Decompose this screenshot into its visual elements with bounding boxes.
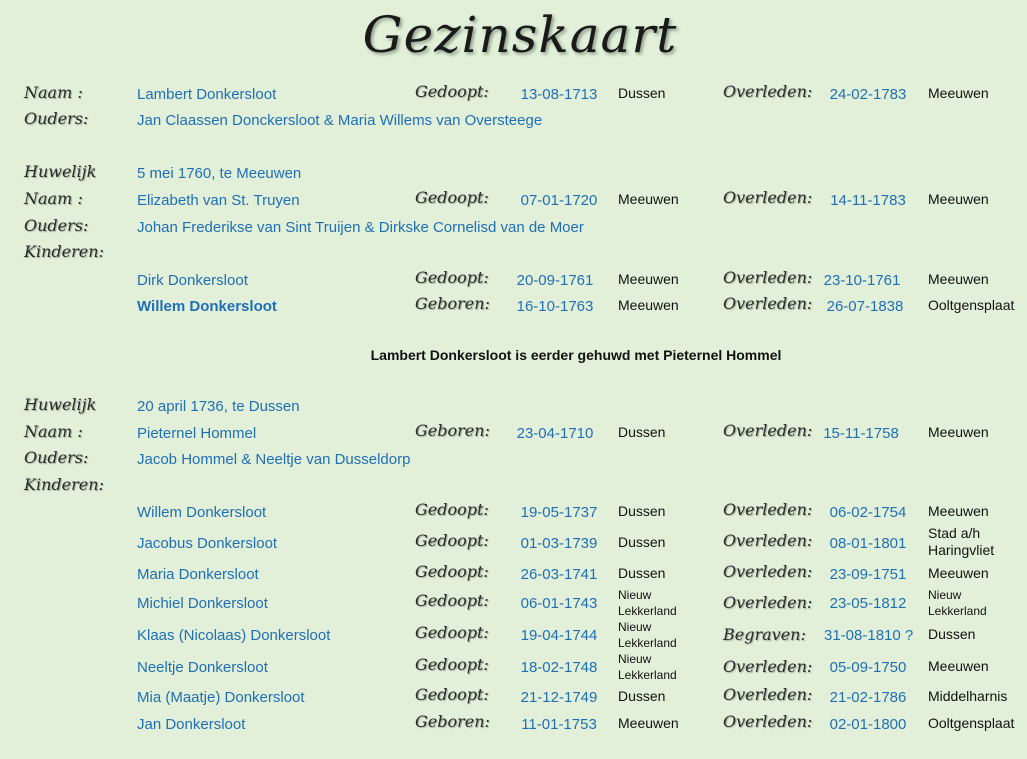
marriage2-spouse-name: Pieternel Hommel: [137, 425, 257, 442]
child-name: Klaas (Nicolaas) Donkersloot: [137, 627, 331, 644]
person-name: Lambert Donkersloot: [137, 86, 277, 103]
marriage1-spouse-name: Elizabeth van St. Truyen: [137, 192, 300, 209]
child-death-date: 05-09-1750: [829, 659, 907, 676]
child-death-label: Overleden:: [723, 294, 813, 313]
label-overleden: Overleden:: [723, 421, 813, 440]
child-event-label: Geboren:: [415, 712, 490, 731]
child-name: Willem Donkersloot: [137, 504, 267, 521]
child-death-label: Overleden:: [723, 712, 813, 731]
child-death-label: Begraven:: [723, 625, 806, 644]
child-event-label: Gedoopt:: [415, 685, 489, 704]
child-death-place: Ooltgensplaat: [928, 297, 1015, 313]
marriage2-spouse-place: Dussen: [618, 424, 666, 440]
label-gedoopt: Gedoopt:: [415, 82, 489, 101]
child-date: 18-02-1748: [520, 659, 598, 676]
label-overleden: Overleden:: [723, 82, 813, 101]
child-name: Michiel Donkersloot: [137, 595, 268, 612]
child-event-label: Gedoopt:: [415, 500, 489, 519]
person-parents: Jan Claassen Donckersloot & Maria Willems van Oversteege: [137, 112, 543, 129]
label-gedoopt: Gedoopt:: [415, 188, 489, 207]
child-name: Maria Donkersloot: [137, 566, 259, 583]
child-death-label: Overleden:: [723, 685, 813, 704]
child-death-label: Overleden:: [723, 500, 813, 519]
child-date: 16-10-1763: [516, 298, 594, 315]
label-geboren: Geboren:: [415, 421, 490, 440]
child-date: 19-05-1737: [520, 504, 598, 521]
person-death-date: 24-02-1783: [829, 86, 907, 103]
marriage1-spouse-place: Meeuwen: [618, 191, 679, 207]
child-death-date: 06-02-1754: [829, 504, 907, 521]
child-place: Nieuw Lekkerland: [618, 652, 677, 682]
child-event-label: Gedoopt:: [415, 562, 489, 581]
marriage1-spouse-death-date: 14-11-1783: [830, 192, 906, 209]
label-naam: Naam :: [24, 422, 83, 441]
child-name: Jacobus Donkersloot: [137, 535, 278, 552]
child-date: 21-12-1749: [520, 689, 598, 706]
child-date: 19-04-1744: [520, 627, 598, 644]
marriage2-spouse-date: 23-04-1710: [516, 425, 594, 442]
child-death-label: Overleden:: [723, 268, 813, 287]
child-death-date: 21-02-1786: [829, 689, 907, 706]
child-death-place: Meeuwen: [928, 565, 989, 581]
child-date: 20-09-1761: [516, 272, 594, 289]
label-overleden: Overleden:: [723, 188, 813, 207]
marriage2-spouse-death-date: 15-11-1758: [823, 425, 899, 442]
child-death-place: Ooltgensplaat: [928, 715, 1015, 731]
child-place: Dussen: [618, 503, 666, 519]
child-death-label: Overleden:: [723, 531, 813, 550]
child-date: 01-03-1739: [520, 535, 598, 552]
person-death-place: Meeuwen: [928, 85, 989, 101]
marriage2-date-place: 20 april 1736, te Dussen: [137, 398, 300, 415]
child-name: Neeltje Donkersloot: [137, 659, 268, 676]
child-death-place: Meeuwen: [928, 658, 989, 674]
child-date: 26-03-1741: [520, 566, 598, 583]
marriage1-spouse-date: 07-01-1720: [520, 192, 598, 209]
child-death-place: Stad a/h Haringvliet: [928, 525, 995, 558]
child-name: Dirk Donkersloot: [137, 272, 248, 289]
label-huwelijk: Huwelijk: [24, 395, 97, 414]
child-death-date: 08-01-1801: [829, 535, 907, 552]
child-event-label: Gedoopt:: [415, 531, 489, 550]
child-death-date: 23-05-1812: [829, 595, 907, 612]
child-death-place: Dussen: [928, 626, 976, 642]
child-death-label: Overleden:: [723, 593, 813, 612]
marriage1-spouse-parents: Johan Frederikse van Sint Truijen & Dirkske Cornelisd van de Moer: [137, 219, 584, 236]
child-place: Meeuwen: [618, 297, 679, 313]
child-death-date: 23-09-1751: [829, 566, 907, 583]
child-date: 11-01-1753: [521, 716, 597, 733]
child-name: Mia (Maatje) Donkersloot: [137, 689, 305, 706]
child-name: Willem Donkersloot: [137, 298, 277, 315]
child-place: Nieuw Lekkerland: [618, 588, 677, 618]
label-ouders: Ouders:: [24, 109, 89, 128]
label-huwelijk: Huwelijk: [24, 162, 97, 181]
marriage-note: Lambert Donkersloot is eerder gehuwd met Pieternel Hommel: [370, 347, 782, 363]
child-place: Dussen: [618, 688, 666, 704]
child-death-date: 31-08-1810 ?: [824, 627, 914, 644]
child-death-date: 02-01-1800: [829, 716, 907, 733]
child-event-label: Gedoopt:: [415, 591, 489, 610]
label-kinderen: Kinderen:: [24, 475, 104, 494]
child-death-place: Meeuwen: [928, 503, 989, 519]
child-place: Meeuwen: [618, 271, 679, 287]
child-event-label: Geboren:: [415, 294, 490, 313]
person-baptism-place: Dussen: [618, 85, 666, 101]
marriage1-date-place: 5 mei 1760, te Meeuwen: [137, 165, 302, 182]
child-place: Dussen: [618, 565, 666, 581]
child-place: Dussen: [618, 534, 666, 550]
child-death-label: Overleden:: [723, 562, 813, 581]
child-death-label: Overleden:: [723, 657, 813, 676]
child-name: Jan Donkersloot: [137, 716, 246, 733]
child-death-place: Meeuwen: [928, 271, 989, 287]
child-date: 06-01-1743: [520, 595, 598, 612]
label-naam: Naam :: [24, 83, 83, 102]
marriage2-spouse-parents: Jacob Hommel & Neeltje van Dusseldorp: [137, 451, 411, 468]
person-baptism-date: 13-08-1713: [520, 86, 598, 103]
child-event-label: Gedoopt:: [415, 623, 489, 642]
child-death-place: Nieuw Lekkerland: [928, 588, 987, 618]
child-place: Meeuwen: [618, 715, 679, 731]
label-naam: Naam :: [24, 189, 83, 208]
label-ouders: Ouders:: [24, 216, 89, 235]
marriage2-spouse-death-place: Meeuwen: [928, 424, 989, 440]
label-ouders: Ouders:: [24, 448, 89, 467]
marriage1-spouse-death-place: Meeuwen: [928, 191, 989, 207]
child-death-date: 26-07-1838: [826, 298, 904, 315]
child-death-date: 23-10-1761: [823, 272, 901, 289]
label-kinderen: Kinderen:: [24, 242, 104, 261]
child-event-label: Gedoopt:: [415, 655, 489, 674]
child-event-label: Gedoopt:: [415, 268, 489, 287]
child-death-place: Middelharnis: [928, 688, 1008, 704]
child-place: Nieuw Lekkerland: [618, 620, 677, 650]
page-title: Gezinskaart: [362, 6, 678, 64]
